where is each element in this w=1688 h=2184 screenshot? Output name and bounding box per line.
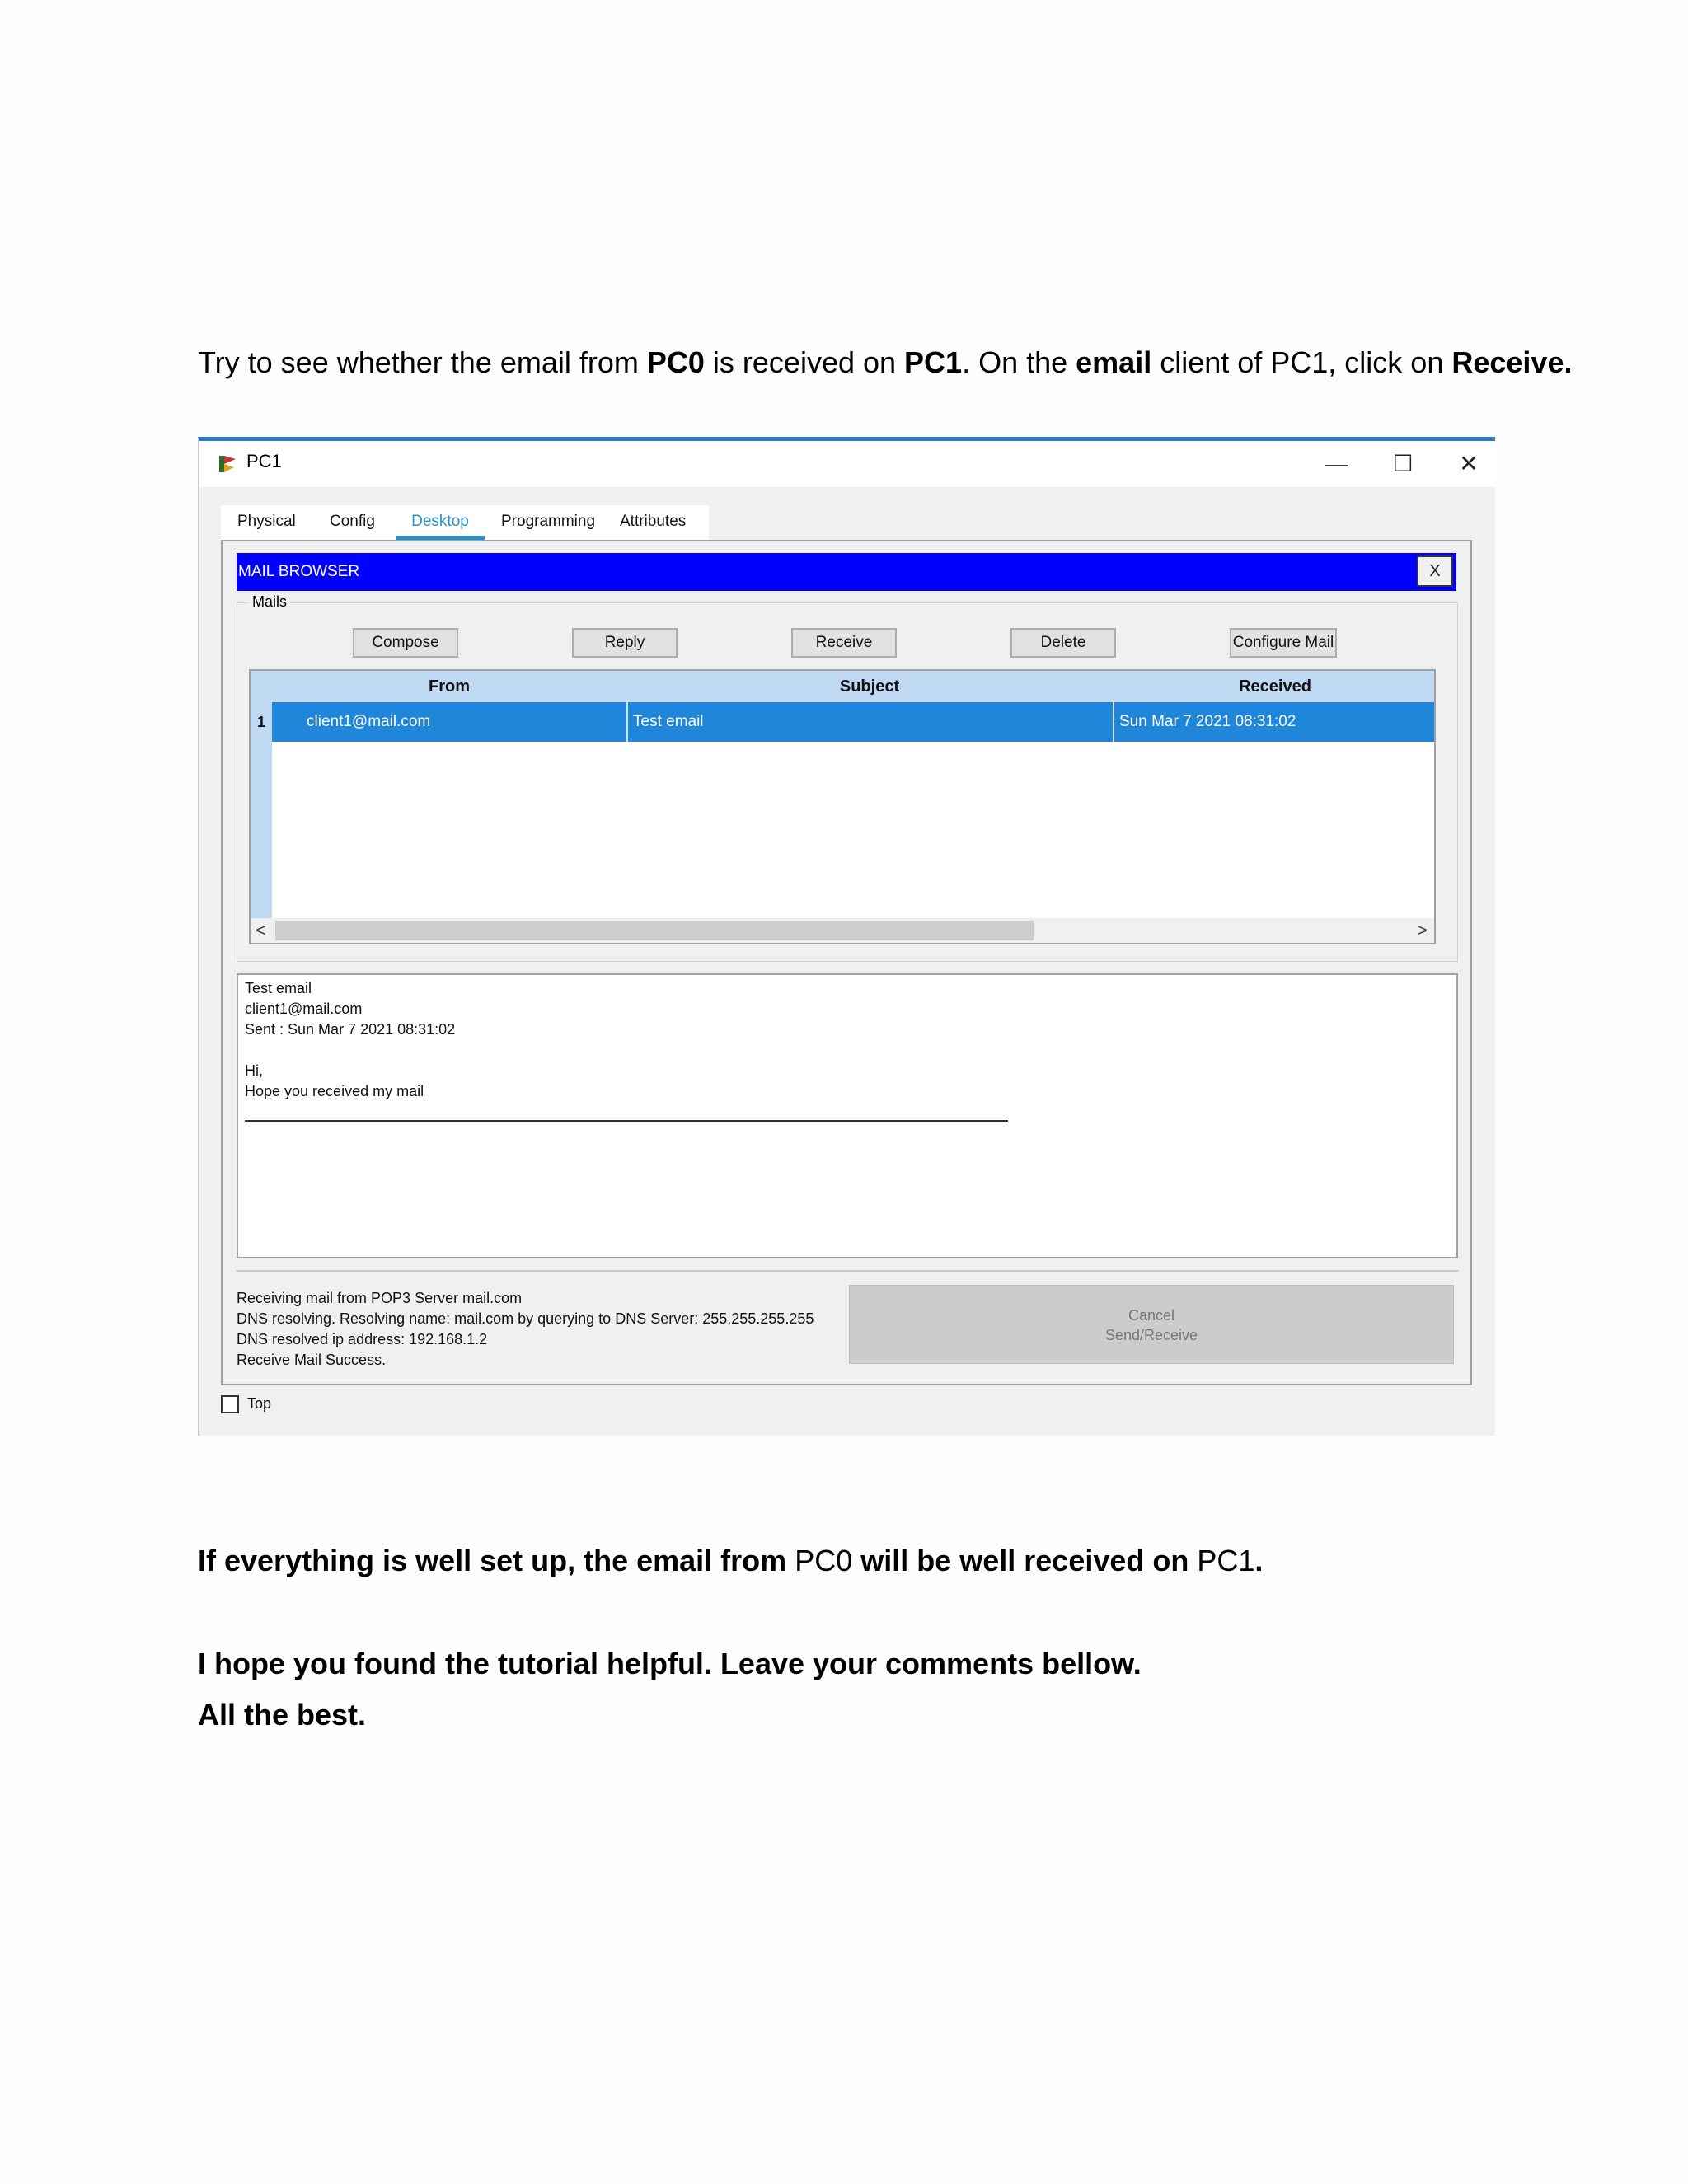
intro-text-1: Try to see whether the email from <box>198 345 647 379</box>
preview-divider <box>245 1120 1008 1122</box>
top-checkbox-label: Top <box>247 1395 272 1412</box>
cell-subject: Test email <box>633 713 704 730</box>
mail-browser-header <box>237 553 1456 591</box>
intro-text-3: . On the <box>962 345 1076 379</box>
preview-subject: Test email <box>245 980 312 996</box>
reply-button[interactable]: Reply <box>572 628 678 658</box>
mail-table <box>249 669 1436 944</box>
cell-received: Sun Mar 7 2021 08:31:02 <box>1119 713 1296 730</box>
preview-greeting: Hi, <box>245 1062 263 1079</box>
intro-bold-pc0: PC0 <box>646 345 705 379</box>
mail-browser-title: MAIL BROWSER <box>238 563 360 580</box>
close-window-button[interactable]: ✕ <box>1459 451 1479 476</box>
receive-button[interactable]: Receive <box>791 628 897 658</box>
outro-text-3: . <box>1254 1544 1264 1577</box>
packet-tracer-icon <box>216 452 239 476</box>
column-header-from[interactable]: From <box>429 677 470 696</box>
intro-bold-receive: Receive. <box>1451 345 1573 379</box>
mails-group <box>237 593 1458 962</box>
preview-body: Hope you received my mail <box>245 1083 424 1099</box>
tab-desktop[interactable]: Desktop <box>396 505 485 540</box>
status-line: DNS resolved ip address: 192.168.1.2 <box>237 1331 488 1347</box>
title-bar[interactable] <box>199 441 1495 487</box>
outro-paragraph <box>198 1543 1263 1579</box>
scroll-thumb[interactable] <box>275 921 1034 940</box>
row-number: 1 <box>257 714 266 730</box>
status-line: Receive Mail Success. <box>237 1352 387 1368</box>
delete-button[interactable]: Delete <box>1010 628 1116 658</box>
mail-browser-close-button[interactable]: X <box>1417 555 1453 587</box>
mails-group-label: Mails <box>249 593 290 611</box>
cancel-label: Cancel <box>1128 1307 1175 1324</box>
outro-text-2: will be well received on <box>852 1544 1198 1577</box>
tab-config[interactable]: Config <box>330 513 375 530</box>
status-divider <box>237 1270 1458 1272</box>
top-checkbox[interactable] <box>221 1395 239 1413</box>
closing-line: I hope you found the tutorial helpful. Leave your comments bellow. <box>198 1647 1142 1680</box>
intro-bold-pc1: PC1 <box>904 345 963 379</box>
cell-from: client1@mail.com <box>307 713 431 730</box>
intro-paragraph <box>198 344 1572 381</box>
minimize-button[interactable]: — <box>1325 451 1348 476</box>
scroll-left-arrow[interactable]: < <box>256 920 266 940</box>
intro-bold-email: email <box>1076 345 1152 379</box>
tab-physical[interactable]: Physical <box>237 513 296 530</box>
intro-text-2: is received on <box>704 345 905 379</box>
compose-button[interactable]: Compose <box>353 628 458 658</box>
pc1-window <box>198 437 1495 1436</box>
horizontal-scrollbar[interactable] <box>251 918 1434 943</box>
cancel-send-receive-button[interactable] <box>849 1285 1454 1364</box>
status-line: DNS resolving. Resolving name: mail.com by querying to DNS Server: 255.255.255.255 <box>237 1310 814 1327</box>
configure-mail-button[interactable]: Configure Mail <box>1230 628 1337 658</box>
column-header-received[interactable]: Received <box>1239 677 1311 696</box>
table-row[interactable] <box>251 702 1434 742</box>
desktop-panel <box>221 540 1472 1385</box>
outro-pc0: PC0 <box>795 1544 853 1577</box>
preview-sent: Sent : Sun Mar 7 2021 08:31:02 <box>245 1021 456 1038</box>
status-line: Receiving mail from POP3 Server mail.com <box>237 1290 523 1306</box>
tab-attributes[interactable]: Attributes <box>620 513 687 530</box>
mail-preview <box>237 973 1458 1258</box>
tab-programming[interactable]: Programming <box>501 513 596 530</box>
window-title: PC1 <box>246 451 282 471</box>
scroll-right-arrow[interactable]: > <box>1417 920 1428 940</box>
outro-pc1: PC1 <box>1197 1544 1255 1577</box>
preview-from: client1@mail.com <box>245 1001 363 1017</box>
intro-text-4: client of PC1, click on <box>1151 345 1452 379</box>
sign-off: All the best. <box>198 1698 367 1732</box>
tab-bar <box>221 505 709 540</box>
column-header-subject[interactable]: Subject <box>839 677 900 696</box>
send-receive-label: Send/Receive <box>1104 1327 1198 1343</box>
outro-text-1: If everything is well set up, the email from <box>198 1544 795 1577</box>
maximize-button[interactable]: ☐ <box>1392 451 1414 476</box>
table-header <box>251 671 1434 702</box>
